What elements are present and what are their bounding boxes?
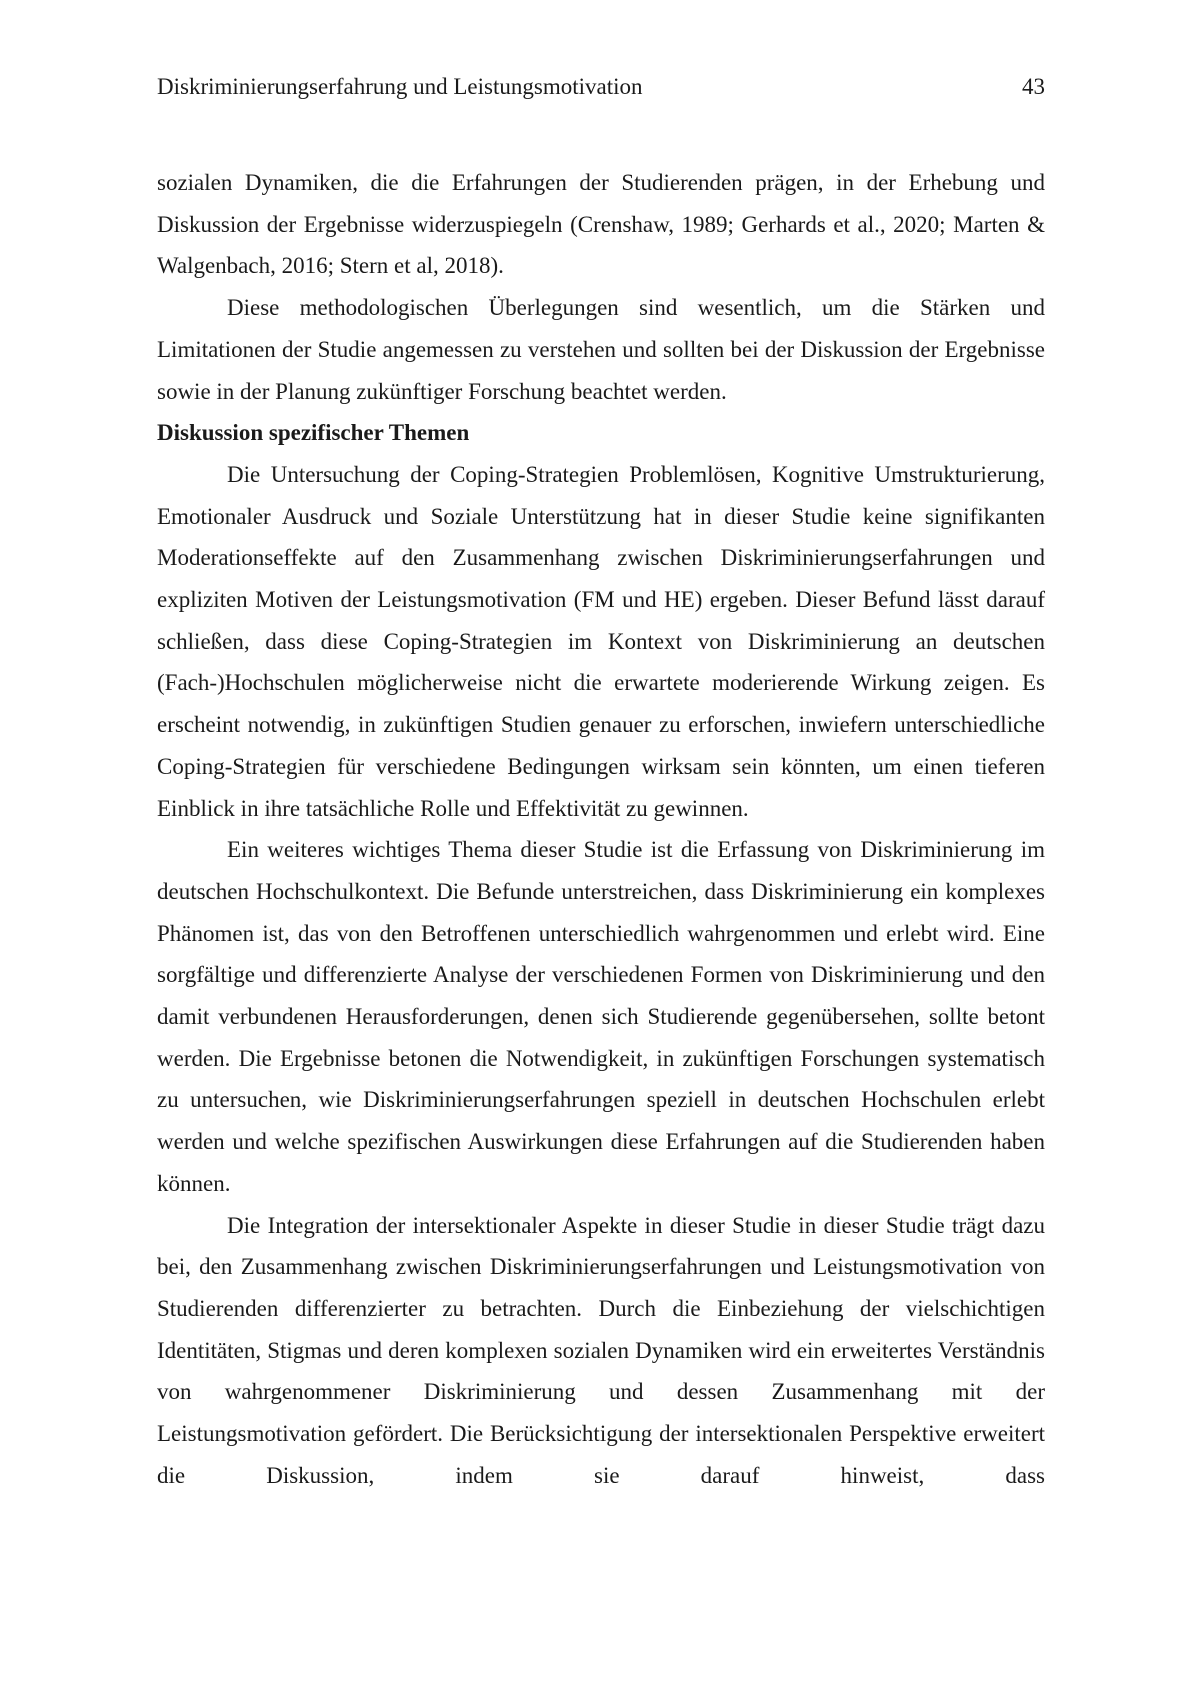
paragraph-discrimination: Ein weiteres wichtiges Thema dieser Studie ist die Erfassung von Diskriminierung im deutschen Hochschulkontext. Die Befunde unterstreichen, dass Diskriminierung ein komplexes Phänomen ist, das von den Betroffenen unterschiedlich wahrgenommen und erlebt wird. Eine sorgfältige und differenzierte Analyse der verschiedenen Formen von Diskriminierung und den damit verbundenen Herausforderungen, denen sich Studierende gegenübersehen, sollte betont werden. Die Ergebnisse betonen die Notwendigkeit, in zukünftigen Forschungen systematisch zu untersuchen, wie Diskriminierungserfahrungen speziell in deutschen Hochschulen erlebt werden und welche spezifischen Auswirkungen diese Erfahrungen auf die Studierenden haben können. [157,837,1045,1196]
paragraph-continued: sozialen Dynamiken, die die Erfahrungen der Studierenden prägen, in der Erhebung und Diskussion der Ergebnisse widerzuspiegeln (Crenshaw, 1989; Gerhards et al., 2020; Marten & Walgenbach, 2016; Stern et al, 2018). [157,170,1045,279]
paragraph-intersectionality: Die Integration der intersektionaler Aspekte in dieser Studie in dieser Studie trägt dazu bei, den Zusammenhang zwischen Diskriminierungserfahrungen und Leistungsmotivation von Studierenden differenzierter zu betrachten. Durch die Einbeziehung der vielschichtigen Identitäten, Stigmas und deren komplexen sozialen Dynamiken wird ein erweitertes Verständnis von wahrgenommener Diskriminierung und dessen Zusammenhang mit der Leistungsmotivation gefördert. Die Berücksichtigung der intersektionalen Perspektive erweitert die Diskussion, indem sie darauf hinweist, dass [157,1212,1045,1488]
running-head [157,72,1045,102]
section-heading: Diskussion spezifischer Themen [157,420,470,446]
page-number: 43 [1022,74,1045,99]
body-text [157,162,1045,1497]
paragraph-methodology: Diese methodologischen Überlegungen sind wesentlich, um die Stärken und Limitationen der Studie angemessen zu verstehen und sollten bei der Diskussion der Ergebnisse sowie in der Planung zukünftiger Forschung beachtet werden. [157,295,1045,404]
running-title: Diskriminierungserfahrung und Leistungsmotivation [157,74,643,99]
paragraph-coping: Die Untersuchung der Coping-Strategien Problemlösen, Kognitive Umstrukturierung, Emotionaler Ausdruck und Soziale Unterstützung hat in dieser Studie keine signifikanten Moderationseffekte auf den Zusammenhang zwischen Diskriminierungserfahrungen und expliziten Motiven der Leistungsmotivation (FM und HE) ergeben. Dieser Befund lässt darauf schließen, dass diese Coping-Strategien im Kontext von Diskriminierung an deutschen (Fach-)Hochschulen möglicherweise nicht die erwartete moderierende Wirkung zeigen. Es erscheint notwendig, in zukünftigen Studien genauer zu erforschen, inwiefern unterschiedliche Coping-Strategien für verschiedene Bedingungen wirksam sein könnten, um einen tieferen Einblick in ihre tatsächliche Rolle und Effektivität zu gewinnen. [157,461,1045,821]
